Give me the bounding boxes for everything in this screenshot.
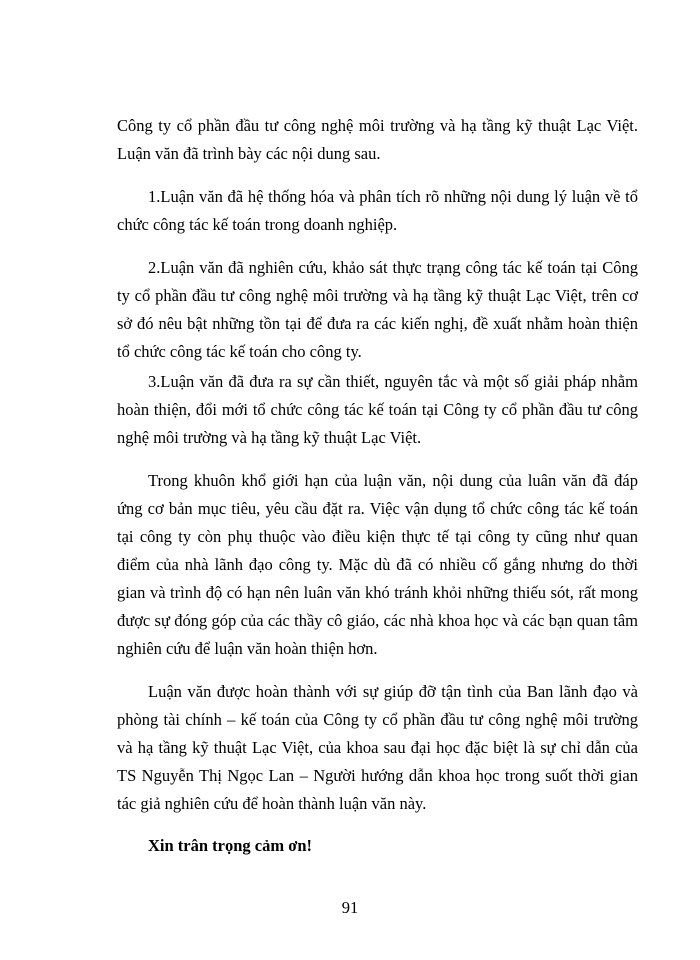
paragraph-acknowledgement: Luận văn được hoàn thành với sự giúp đỡ tận tình của Ban lãnh đạo và phòng tài chính – kế toán của Công ty cổ phần đầu tư công nghệ môi trường và hạ tầng kỹ thuật Lạc Việt, của khoa sau đại học đặc biệt là sự chỉ dẫn của TS Nguyễn Thị Ngọc Lan – Người hướng dẫn khoa học trong suốt thời gian tác giả nghiên cứu để hoàn thành luận văn này. — [117, 682, 638, 813]
document-body — [117, 112, 638, 860]
page-number: 91 — [341, 898, 359, 917]
paragraph-point-1: 1.Luận văn đã hệ thống hóa và phân tích rõ những nội dung lý luận về tổ chức công tác kế toán trong doanh nghiệp. — [117, 187, 638, 234]
paragraph-intro: Công ty cổ phần đầu tư công nghệ môi trường và hạ tầng kỹ thuật Lạc Việt. Luận văn đã trình bày các nội dung sau. — [117, 116, 638, 163]
paragraph-limitations: Trong khuôn khổ giới hạn của luận văn, nội dung của luân văn đã đáp ứng cơ bản mục tiêu, yêu cầu đặt ra. Việc vận dụng tổ chức công tác kế toán tại công ty còn phụ thuộc vào điều kiện thực tế tại công ty cũng như quan điểm của nhà lãnh đạo công ty. Mặc dù đã có nhiều cố gắng nhưng do thời gian và trình độ có hạn nên luân văn khó tránh khỏi những thiếu sót, rất mong được sự đóng góp của các thầy cô giáo, các nhà khoa học và các bạn quan tâm nghiên cứu để luận văn hoàn thiện hơn. — [117, 471, 638, 658]
paragraph-point-3: 3.Luận văn đã đưa ra sự cần thiết, nguyên tắc và một số giải pháp nhằm hoàn thiện, đổi mới tổ chức công tác kế toán tại Công ty cổ phần đầu tư công nghệ môi trường và hạ tầng kỹ thuật Lạc Việt. — [117, 372, 638, 447]
paragraph-point-2: 2.Luận văn đã nghiên cứu, khảo sát thực trạng công tác kế toán tại Công ty cổ phần đầu tư công nghệ môi trường và hạ tầng kỹ thuật Lạc Việt, trên cơ sở đó nêu bật những tồn tại để đưa ra các kiến nghị, đề xuất nhằm hoàn thiện tổ chức công tác kế toán cho công ty. — [117, 258, 638, 361]
closing-thanks: Xin trân trọng cảm ơn! — [148, 836, 313, 855]
